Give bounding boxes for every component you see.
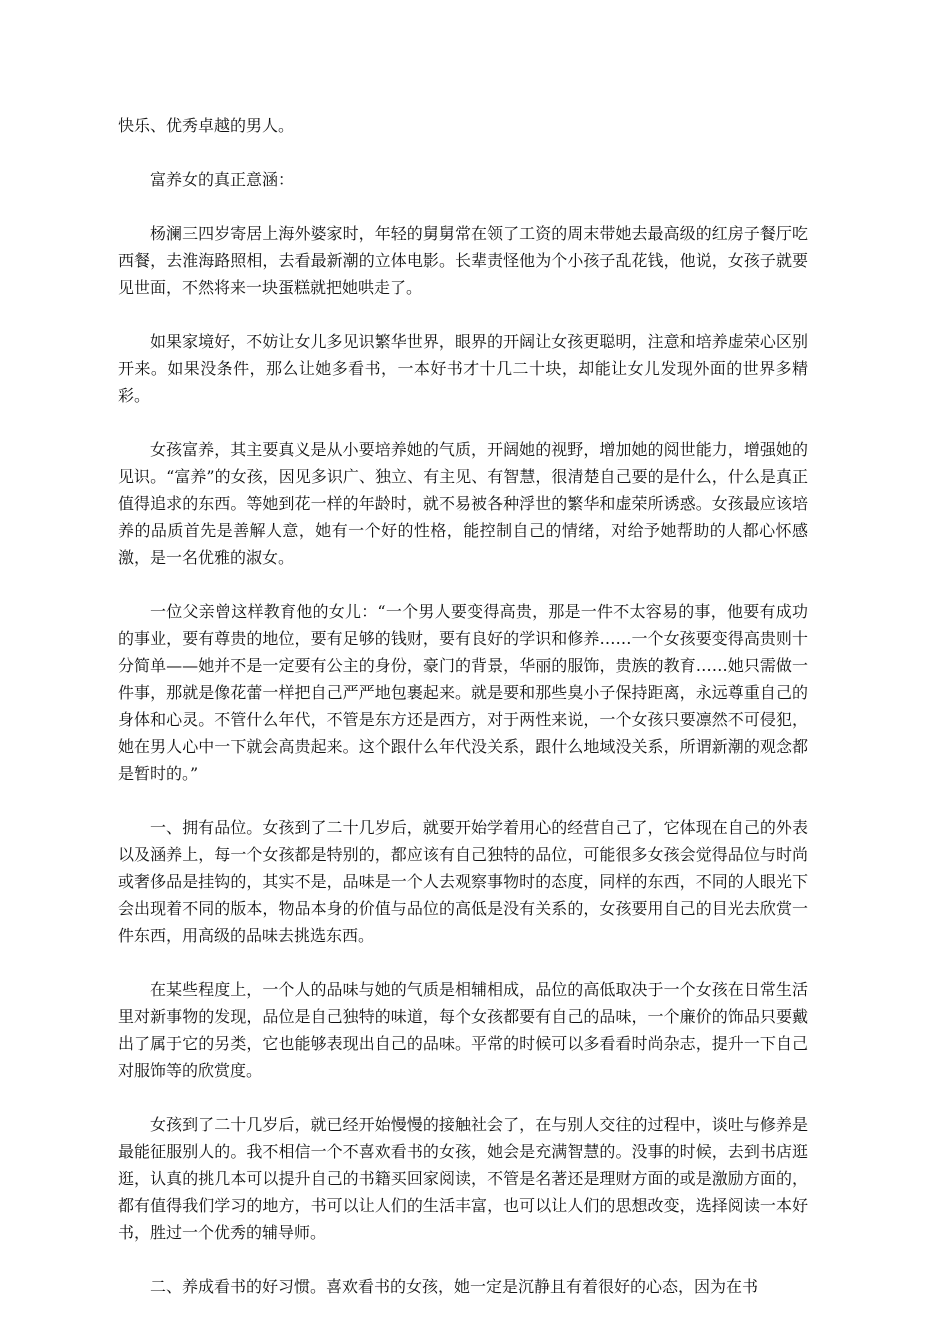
paragraph-3: 杨澜三四岁寄居上海外婆家时，年轻的舅舅常在领了工资的周末带她去最高级的红房子餐厅吃西餐，去淮海路照相，去看最新潮的立体电影。长辈责怪他为个小孩子乱花钱，他说，女孩子就要见世面，不然将来一块蛋糕就把她哄走了。 [118, 224, 808, 297]
paragraph-2: 富养女的真正意涵： [150, 170, 295, 189]
paragraph-4: 如果家境好，不妨让女儿多见识繁华世界，眼界的开阔让女孩更聪明，注意和培养虚荣心区别开来。如果没条件，那么让她多看书，一本好书才十几二十块，却能让女儿发现外面的世界多精彩。 [118, 332, 808, 405]
paragraph-1: 快乐、优秀卓越的男人。 [118, 116, 295, 135]
paragraph-9: 女孩到了二十几岁后，就已经开始慢慢的接触社会了，在与别人交往的过程中，谈吐与修养是最能征服别人的。我不相信一个不喜欢看书的女孩，她会是充满智慧的。没事的时候，去到书店逛逛，认真的挑几本可以提升自己的书籍买回家阅读，不管是名著还是理财方面的或是激励方面的，都有值得我们学习的地方，书可以让人们的生活丰富，也可以让人们的思想改变，选择阅读一本好书，胜过一个优秀的辅导师。 [118, 1115, 808, 1242]
paragraph-6: 一位父亲曾这样教育他的女儿：“一个男人要变得高贵，那是一件不太容易的事，他要有成功的事业，要有尊贵的地位，要有足够的钱财，要有良好的学识和修养……一个女孩要变得高贵则十分简单——她并不是一定要有公主的身份，豪门的背景，华丽的服饰，贵族的教育……她只需做一件事，那就是像花蕾一样把自己严严地包裹起来。就是要和那些臭小子保持距离，永远尊重自己的身体和心灵。不管什么年代，不管是东方还是西方，对于两性来说，一个女孩只要凛然不可侵犯，她在男人心中一下就会高贵起来。这个跟什么年代没关系，跟什么地域没关系，所谓新潮的观念都是暂时的。” [118, 602, 808, 783]
paragraph-7: 一、拥有品位。女孩到了二十几岁后，就要开始学着用心的经营自己了，它体现在自己的外表以及涵养上，每一个女孩都是特别的，都应该有自己独特的品位，可能很多女孩会觉得品位与时尚或奢侈品是挂钩的，其实不是，品味是一个人去观察事物时的态度，同样的东西，不同的人眼光下会出现着不同的版本，物品本身的价值与品位的高低是没有关系的，女孩要用自己的目光去欣赏一件东西，用高级的品味去挑选东西。 [118, 818, 808, 945]
document-body [118, 112, 808, 1327]
paragraph-5: 女孩富养，其主要真义是从小要培养她的气质，开阔她的视野，增加她的阅世能力，增强她的见识。“富养”的女孩，因见多识广、独立、有主见、有智慧，很清楚自己要的是什么，什么是真正值得追求的东西。等她到花一样的年龄时，就不易被各种浮世的繁华和虚荣所诱惑。女孩最应该培养的品质首先是善解人意，她有一个好的性格，能控制自己的情绪，对给予她帮助的人都心怀感激，是一名优雅的淑女。 [118, 440, 808, 567]
paragraph-8: 在某些程度上，一个人的品味与她的气质是相辅相成，品位的高低取决于一个女孩在日常生活里对新事物的发现，品位是自己独特的味道，每个女孩都要有自己的品味，一个廉价的饰品只要戴出了属于它的另类，它也能够表现出自己的品味。平常的时候可以多看看时尚杂志，提升一下自己对服饰等的欣赏度。 [118, 980, 808, 1080]
paragraph-10: 二、养成看书的好习惯。喜欢看书的女孩，她一定是沉静且有着很好的心态，因为在书 [150, 1277, 759, 1296]
